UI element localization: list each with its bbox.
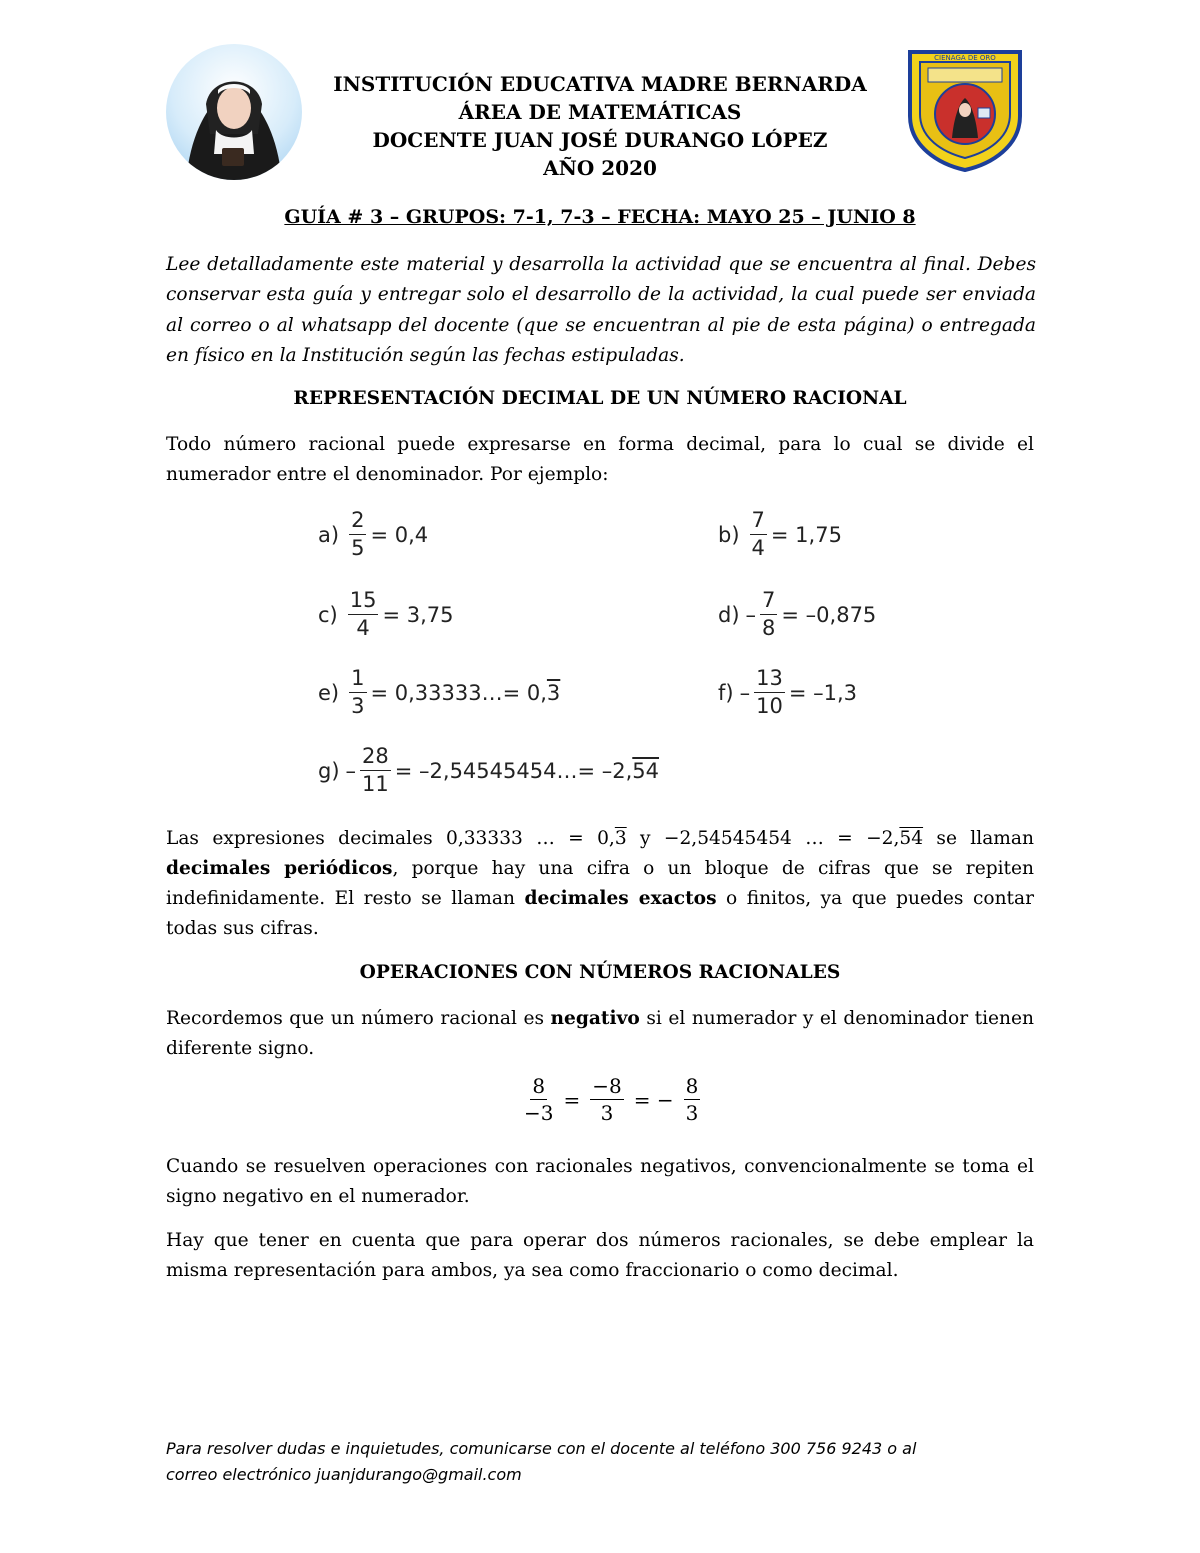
year: AÑO 2020 [543,156,657,180]
contact-footer [166,1436,1036,1488]
numerator: 7 [750,510,767,535]
fraction [754,668,785,717]
numerator: 8 [685,1074,699,1098]
example-result: = –2,54545454…= –2, [394,758,633,783]
text-segment: o finitos, ya que puedes contar todas sus cifras. [166,888,1034,939]
fraction [349,510,366,559]
example-result: = –1,3 [788,680,857,705]
equals-minus-sign: = − [633,1087,674,1112]
numerator: 8 [532,1074,546,1098]
example-label: a) [318,522,340,547]
negative-fraction-equation [520,1076,704,1123]
example-result: = 3,75 [382,602,454,627]
example-result: = 0,4 [370,522,429,547]
fraction [348,590,379,639]
example-f [718,668,857,717]
example-c [318,590,454,639]
numerator: 7 [760,590,777,615]
example-g [318,746,659,795]
numerator: 13 [754,668,785,693]
portrait-illustration [166,44,302,180]
fraction [349,668,366,717]
numerator: −8 [592,1074,622,1098]
footer-line-email: correo electrónico juanjdurango@gmail.com [166,1465,522,1484]
denominator: 11 [362,772,389,796]
negative-rational-text [166,1004,1034,1064]
denominator: 5 [351,536,365,560]
repeating-digits: 54 [899,828,924,849]
fraction [524,1076,553,1123]
numerator: 28 [360,746,391,771]
numerator: 15 [348,590,379,615]
example-label: e) [318,680,340,705]
document-header [300,70,900,182]
repeating-digits: 3 [614,828,627,849]
example-sign: – [345,758,357,783]
text-segment: y −2,54545454 … = −2, [626,828,900,849]
text-segment: , porque hay una cifra o un bloque de cifras que se repiten indefinidamente. El resto se llaman [166,858,1035,909]
section-title-operations: OPERACIONES CON NÚMEROS RACIONALES [359,962,841,983]
fraction [760,590,777,639]
example-label: g) [318,758,340,783]
denominator: 3 [685,1101,699,1125]
guide-title: GUÍA # 3 – GRUPOS: 7-1, 7-3 – FECHA: MAYO 25 – JUNIO 8 [284,206,916,228]
bold-term: negativo [550,1008,640,1029]
footer-line-phone: Para resolver dudas e inquietudes, comunicarse con el docente al teléfono 300 756 9243 o al [166,1439,917,1458]
repeating-digits: 54 [632,758,660,783]
example-result: = –0,875 [781,602,877,627]
institution-name: INSTITUCIÓN EDUCATIVA MADRE BERNARDA [333,72,867,96]
example-label: c) [318,602,338,627]
denominator: 8 [762,616,776,640]
example-result: = 1,75 [770,522,842,547]
school-crest [902,46,1028,172]
denominator: 10 [756,694,783,718]
text-segment: Las expresiones decimales 0,33333 … = 0, [166,828,615,849]
numerator: 1 [349,668,366,693]
denominator: −3 [524,1101,554,1125]
example-label: b) [718,522,740,547]
example-e [318,668,560,717]
denominator: 4 [356,616,370,640]
example-d [718,590,876,639]
teacher-name: DOCENTE JUAN JOSÉ DURANGO LÓPEZ [372,128,828,152]
section-title-decimal: REPRESENTACIÓN DECIMAL DE UN NÚMERO RACIONAL [293,388,907,409]
denominator: 3 [351,694,365,718]
fraction [360,746,391,795]
crest-top-text: CIENAGA DE ORO [934,54,996,62]
sign-convention-text: Cuando se resuelven operaciones con racionales negativos, convencionalmente se toma el signo negativo en el numerador. [166,1156,1034,1207]
periodic-decimals-text [166,824,1034,944]
denominator: 4 [751,536,765,560]
text-segment: Recordemos que un número racional es [166,1008,551,1029]
example-a [318,510,428,559]
fraction [750,510,767,559]
fraction [684,1076,701,1123]
example-b [718,510,842,559]
founder-portrait [166,44,302,180]
example-label: d) [718,602,740,627]
bold-term: decimales periódicos [166,858,393,879]
example-sign: – [745,602,757,627]
example-label: f) [718,680,734,705]
fraction [590,1076,623,1123]
text-segment: si el numerador y el denominador tienen diferente signo. [166,1008,1035,1059]
example-sign: – [739,680,751,705]
section1-text: Todo número racional puede expresarse en forma decimal, para lo cual se divide el numerador entre el denominador. Por ejemplo: [166,434,1034,485]
numerator: 2 [349,510,366,535]
bold-term: decimales exactos [524,888,717,909]
text-segment: se llaman [923,828,1034,849]
intro-instructions: Lee detalladamente este material y desarrolla la actividad que se encuentra al final. Debes conservar esta guía y entregar solo el desarrollo de la actividad, la cual puede ser enviada al correo o al whatsapp del docente (que se encuentran al pie de esta página) o entregada en físico en la Institución según las fechas estipuladas. [166,254,1036,366]
crest-emblem [902,46,1028,172]
example-result: = 0,33333…= 0, [370,680,547,705]
repeating-digits: 3 [546,680,561,705]
equals-sign: = [563,1087,581,1112]
representation-text: Hay que tener en cuenta que para operar dos números racionales, se debe emplear la misma representación para ambos, ya sea como fraccionario o como decimal. [166,1230,1034,1281]
denominator: 3 [600,1101,614,1125]
area-name: ÁREA DE MATEMÁTICAS [458,100,742,124]
